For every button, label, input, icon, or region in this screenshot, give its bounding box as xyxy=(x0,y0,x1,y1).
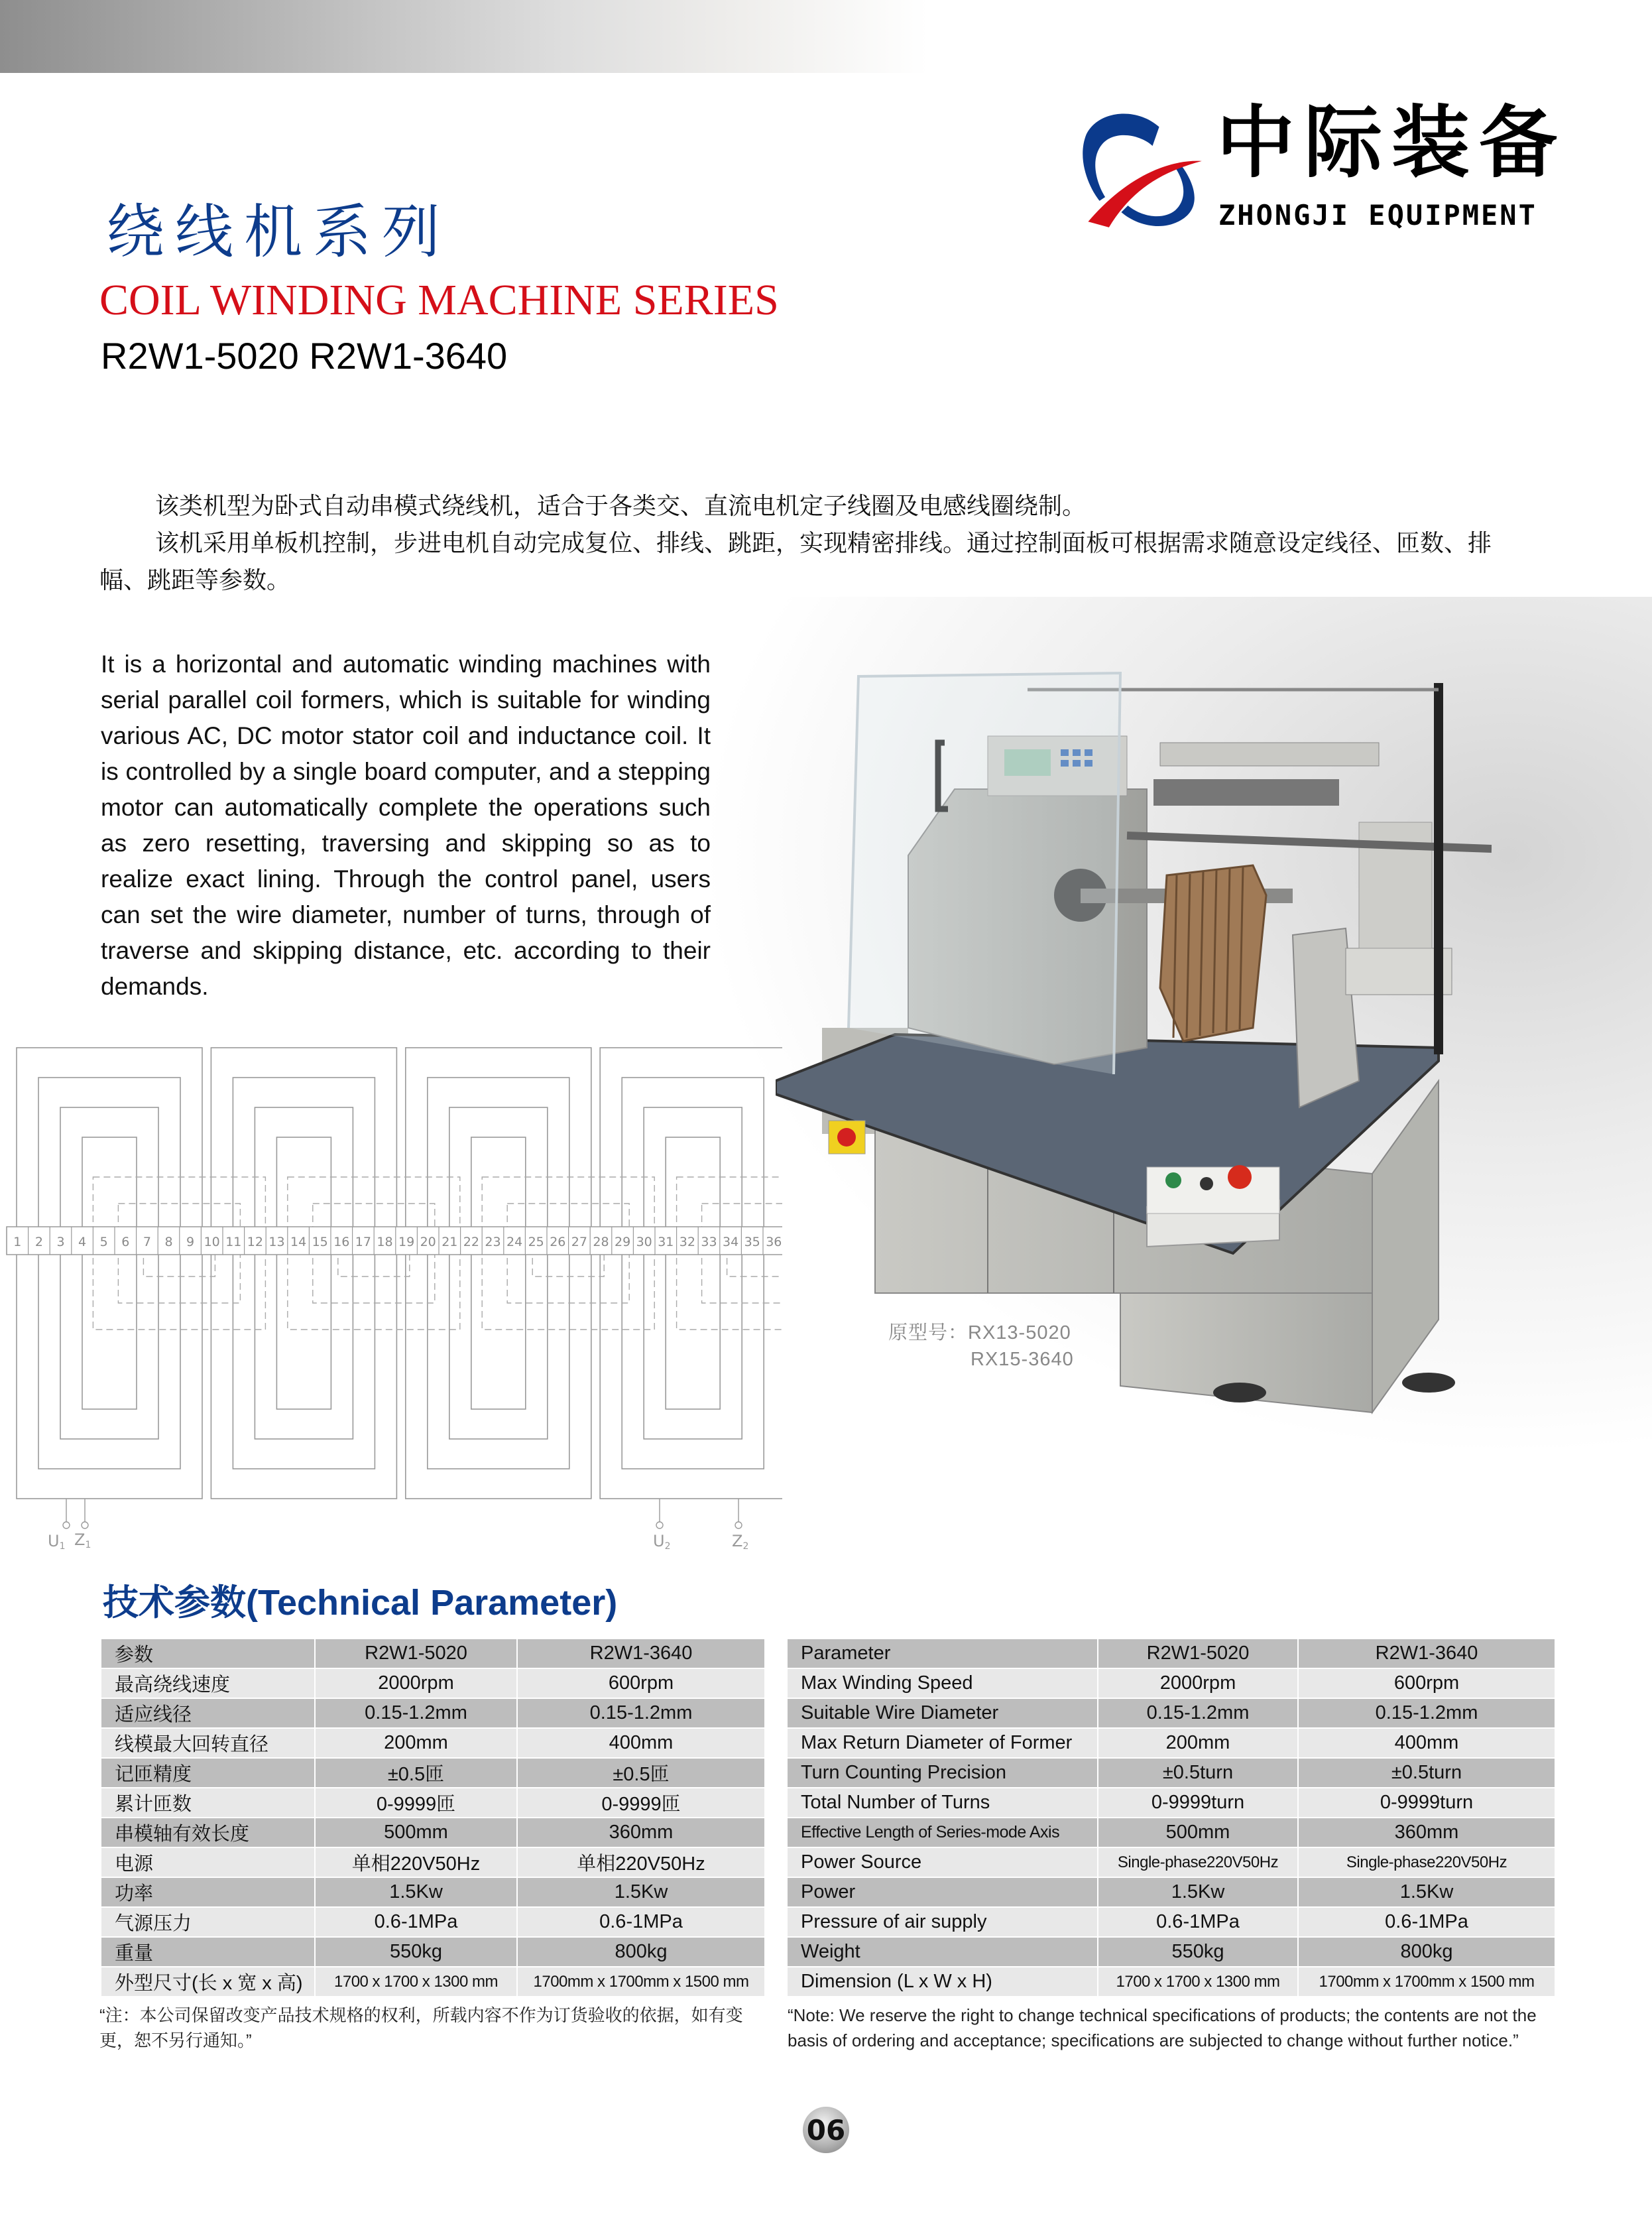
prototype-model: RX15-3640 xyxy=(971,1349,1074,1370)
terminal-node xyxy=(735,1522,742,1528)
table-row xyxy=(101,1698,765,1728)
slot-number: 26 xyxy=(550,1235,566,1249)
slot-number: 25 xyxy=(528,1235,544,1249)
slot-number: 4 xyxy=(78,1235,87,1249)
intro-en: It is a horizontal and automatic winding machines with serial parallel coil formers, which is suitable for winding various AC, DC motor stator coil and inductance coil. It is controlled by a single board computer, and a stepping motor can automatically complete the operations such as zero resetting, traversing and skipping so as to realize exact lining. Through the control panel, users can set the wire diameter, number of turns, through of traverse and skipping distance, etc. according to their demands. xyxy=(101,651,711,1000)
slot-number: 36 xyxy=(766,1235,782,1249)
header-gradient-band xyxy=(0,0,928,73)
logo-mark-icon xyxy=(1067,106,1213,239)
param-value-cell: ±0.5turn xyxy=(1298,1758,1555,1788)
param-value-cell: 360mm xyxy=(517,1818,765,1847)
param-name-cell: Dimension (L x W x H) xyxy=(788,1967,1098,1997)
param-value-cell: 2000rpm xyxy=(1098,1668,1298,1698)
param-value-cell: 1.5Kw xyxy=(1098,1877,1298,1907)
param-name-cell: 最高绕线速度 xyxy=(101,1668,315,1698)
slot-number: 3 xyxy=(56,1235,65,1249)
table-row xyxy=(788,1728,1555,1758)
param-value-cell: 0.15-1.2mm xyxy=(1298,1698,1555,1728)
terminal-node xyxy=(656,1522,663,1528)
param-value-cell: 0-9999turn xyxy=(1098,1788,1298,1818)
param-value-cell: 0.6-1MPa xyxy=(1298,1907,1555,1937)
table-row xyxy=(101,1877,765,1907)
param-name-cell: 累计匝数 xyxy=(101,1788,315,1818)
slot-number: 35 xyxy=(744,1235,760,1249)
param-name-cell: Weight xyxy=(788,1937,1098,1967)
winding-diagram xyxy=(0,1034,782,1565)
param-value-cell: 0.6-1MPa xyxy=(517,1907,765,1937)
param-value-cell: 0.15-1.2mm xyxy=(315,1698,517,1728)
slot-number: 10 xyxy=(204,1235,220,1249)
tech-params-title: 技术参数(Technical Parameter) xyxy=(103,1583,618,1623)
slot-number: 19 xyxy=(398,1235,415,1249)
slot-number: 20 xyxy=(420,1235,436,1249)
slot-number: 14 xyxy=(290,1235,307,1249)
slot-number: 21 xyxy=(442,1235,458,1249)
param-name-cell: Pressure of air supply xyxy=(788,1907,1098,1937)
slot-number: 16 xyxy=(333,1235,350,1249)
model-numbers: R2W1-5020 R2W1-3640 xyxy=(101,335,508,377)
param-name-cell: Effective Length of Series-mode Axis xyxy=(788,1818,1098,1847)
coil-loop xyxy=(428,1078,569,1469)
param-value-cell: 1700mm x 1700mm x 1500 mm xyxy=(517,1967,765,1997)
coil-loop xyxy=(666,1137,720,1409)
param-value-cell: 0.6-1MPa xyxy=(1098,1907,1298,1937)
slot-number: 32 xyxy=(679,1235,695,1249)
page-number: 06 xyxy=(803,2107,849,2153)
coil-loop xyxy=(17,1048,202,1499)
slot-number: 9 xyxy=(186,1235,195,1249)
param-name-cell: Max Return Diameter of Former xyxy=(788,1728,1098,1758)
param-value-cell: ±0.5匝 xyxy=(315,1758,517,1788)
slot-number: 30 xyxy=(636,1235,652,1249)
param-name-cell: 重量 xyxy=(101,1937,315,1967)
param-name-cell: Power xyxy=(788,1877,1098,1907)
param-value-cell: 1700mm x 1700mm x 1500 mm xyxy=(1298,1967,1555,1997)
slot-number: 29 xyxy=(615,1235,631,1249)
param-name-cell: 功率 xyxy=(101,1877,315,1907)
param-value-cell: 1.5Kw xyxy=(315,1877,517,1907)
param-value-cell: 1.5Kw xyxy=(517,1877,765,1907)
slot-number: 12 xyxy=(247,1235,263,1249)
table-row xyxy=(101,1818,765,1847)
coil-loop xyxy=(600,1048,782,1499)
table-row xyxy=(788,1877,1555,1907)
coil-loop xyxy=(38,1078,180,1469)
slot-number: 11 xyxy=(225,1235,242,1249)
param-value-cell: 200mm xyxy=(1098,1728,1298,1758)
table-row xyxy=(788,1967,1555,1997)
spec-table-cn xyxy=(101,1639,766,1997)
param-name-cell: Suitable Wire Diameter xyxy=(788,1698,1098,1728)
param-value-cell: ±0.5匝 xyxy=(517,1758,765,1788)
page-title-cn: 绕线机系列 xyxy=(106,198,451,266)
param-name-cell: 适应线径 xyxy=(101,1698,315,1728)
terminal-node xyxy=(63,1522,70,1528)
prototype-label: 原型号： xyxy=(888,1322,969,1343)
coil-former xyxy=(1160,865,1266,1041)
slot-number: 15 xyxy=(312,1235,328,1249)
param-name-cell: Power Source xyxy=(788,1847,1098,1877)
param-value-cell: 0.15-1.2mm xyxy=(517,1698,765,1728)
param-value-cell: 0-9999匝 xyxy=(517,1788,765,1818)
table-row xyxy=(788,1937,1555,1967)
param-value-cell: 1700 x 1700 x 1300 mm xyxy=(315,1967,517,1997)
page-title-en: COIL WINDING MACHINE SERIES xyxy=(99,276,779,324)
slot-number: 24 xyxy=(506,1235,523,1249)
prototype-caption xyxy=(888,1320,1074,1373)
terminal-label: U2 xyxy=(653,1532,671,1552)
param-value-cell: 0-9999turn xyxy=(1298,1788,1555,1818)
table-row xyxy=(788,1847,1555,1877)
intro-cn-paragraph: 该机采用单板机控制，步进电机自动完成复位、排线、跳距，实现精密排线。通过控制面板可根据需求随意设定线径、匝数、排幅、跳距等参数。 xyxy=(99,529,1492,593)
param-value-cell: 550kg xyxy=(1098,1937,1298,1967)
param-value-cell: 360mm xyxy=(1298,1818,1555,1847)
param-name-cell: Total Number of Turns xyxy=(788,1788,1098,1818)
param-value-cell: 600rpm xyxy=(517,1668,765,1698)
param-value-cell: 400mm xyxy=(517,1728,765,1758)
terminal-label: U1 xyxy=(48,1532,66,1552)
terminal-labels xyxy=(48,1499,748,1552)
table-row xyxy=(101,1847,765,1877)
slot-number: 2 xyxy=(34,1235,43,1249)
param-value-cell: R2W1-3640 xyxy=(517,1639,765,1668)
param-value-cell: Single-phase220V50Hz xyxy=(1298,1847,1555,1877)
param-name-cell: 电源 xyxy=(101,1847,315,1877)
table-header-row xyxy=(101,1639,765,1668)
param-name-cell: 记匝精度 xyxy=(101,1758,315,1788)
param-value-cell: 500mm xyxy=(1098,1818,1298,1847)
coil-loop xyxy=(211,1048,396,1499)
param-value-cell: 0-9999匝 xyxy=(315,1788,517,1818)
table-row xyxy=(788,1907,1555,1937)
slot-number: 13 xyxy=(268,1235,285,1249)
slot-number-strip xyxy=(7,1227,782,1255)
param-value-cell: 400mm xyxy=(1298,1728,1555,1758)
logo-text-en: ZHONGJI EQUIPMENT xyxy=(1218,199,1537,231)
coil-loop xyxy=(406,1048,591,1499)
table-row xyxy=(101,1728,765,1758)
disclaimer-cn: “注：本公司保留改变产品技术规格的权利，所载内容不作为订货验收的依据，如有变更，恕不另行通知。” xyxy=(99,2005,743,2050)
slot-number: 5 xyxy=(99,1235,108,1249)
param-name-cell: Turn Counting Precision xyxy=(788,1758,1098,1788)
slot-number: 31 xyxy=(658,1235,674,1249)
table-row xyxy=(788,1758,1555,1788)
param-value-cell: 500mm xyxy=(315,1818,517,1847)
param-name-cell: Max Winding Speed xyxy=(788,1668,1098,1698)
param-value-cell: 1.5Kw xyxy=(1298,1877,1555,1907)
spec-table-en xyxy=(788,1639,1556,1997)
param-name-cell: 串模轴有效长度 xyxy=(101,1818,315,1847)
param-value-cell: R2W1-5020 xyxy=(1098,1639,1298,1668)
table-row xyxy=(101,1668,765,1698)
control-box xyxy=(1147,1165,1279,1247)
table-row xyxy=(788,1668,1555,1698)
coil-loop xyxy=(471,1137,526,1409)
coil-loop xyxy=(276,1137,331,1409)
param-value-cell: 200mm xyxy=(315,1728,517,1758)
param-value-cell: 2000rpm xyxy=(315,1668,517,1698)
param-value-cell: 800kg xyxy=(517,1937,765,1967)
table-row xyxy=(101,1967,765,1997)
table-row xyxy=(101,1788,765,1818)
terminal-label: Z2 xyxy=(732,1532,749,1552)
terminal-node xyxy=(82,1522,88,1528)
table-header-row xyxy=(788,1639,1555,1668)
param-name-cell: Parameter xyxy=(788,1639,1098,1668)
param-name-cell: 外型尺寸(长 x 宽 x 高) xyxy=(101,1967,315,1997)
main-switch xyxy=(829,1121,865,1154)
param-value-cell: R2W1-3640 xyxy=(1298,1639,1555,1668)
slot-number: 22 xyxy=(463,1235,479,1249)
prototype-model: RX13-5020 xyxy=(968,1322,1071,1343)
disclaimer-en: “Note: We reserve the right to change technical specifications of products; the contents are not the basis of ordering and acceptance; specifications are subjected to change without further notice.” xyxy=(788,2005,1537,2050)
table-row xyxy=(788,1788,1555,1818)
param-value-cell: 550kg xyxy=(315,1937,517,1967)
table-row xyxy=(101,1907,765,1937)
slot-number: 28 xyxy=(593,1235,609,1249)
param-value-cell: 单相220V50Hz xyxy=(517,1847,765,1877)
slot-number: 34 xyxy=(723,1235,739,1249)
param-name-cell: 气源压力 xyxy=(101,1907,315,1937)
table-row xyxy=(788,1818,1555,1847)
slot-number: 8 xyxy=(164,1235,173,1249)
slot-number: 27 xyxy=(571,1235,587,1249)
brand-logo xyxy=(1067,99,1571,252)
param-name-cell: 参数 xyxy=(101,1639,315,1668)
table-row xyxy=(788,1698,1555,1728)
coil-loop xyxy=(622,1078,764,1469)
table-row xyxy=(101,1937,765,1967)
slot-number: 33 xyxy=(701,1235,717,1249)
table-row xyxy=(101,1758,765,1788)
coil-loops xyxy=(17,1048,782,1499)
param-value-cell: ±0.5turn xyxy=(1098,1758,1298,1788)
terminal-label: Z1 xyxy=(74,1530,91,1550)
intro-cn-paragraph: 该类机型为卧式自动串模式绕线机，适合于各类交、直流电机定子线圈及电感线圈绕制。 xyxy=(155,492,1087,519)
param-value-cell: 单相220V50Hz xyxy=(315,1847,517,1877)
param-name-cell: 线模最大回转直径 xyxy=(101,1728,315,1758)
param-value-cell: 1700 x 1700 x 1300 mm xyxy=(1098,1967,1298,1997)
coil-loop xyxy=(233,1078,375,1469)
slot-number: 7 xyxy=(143,1235,151,1249)
coil-loop xyxy=(82,1137,137,1409)
param-value-cell: 0.6-1MPa xyxy=(315,1907,517,1937)
slot-number: 1 xyxy=(13,1235,22,1249)
param-value-cell: 600rpm xyxy=(1298,1668,1555,1698)
slot-number: 6 xyxy=(121,1235,130,1249)
slot-number: 18 xyxy=(377,1235,393,1249)
param-value-cell: 0.15-1.2mm xyxy=(1098,1698,1298,1728)
param-value-cell: Single-phase220V50Hz xyxy=(1098,1847,1298,1877)
intro-cn xyxy=(99,487,1538,599)
param-value-cell: 800kg xyxy=(1298,1937,1555,1967)
machine-photo xyxy=(776,656,1492,1419)
param-value-cell: R2W1-5020 xyxy=(315,1639,517,1668)
logo-text-cn: 中际装备 xyxy=(1216,97,1567,188)
slot-number: 23 xyxy=(485,1235,501,1249)
slot-number: 17 xyxy=(355,1235,371,1249)
acrylic-guard xyxy=(849,673,1120,1074)
